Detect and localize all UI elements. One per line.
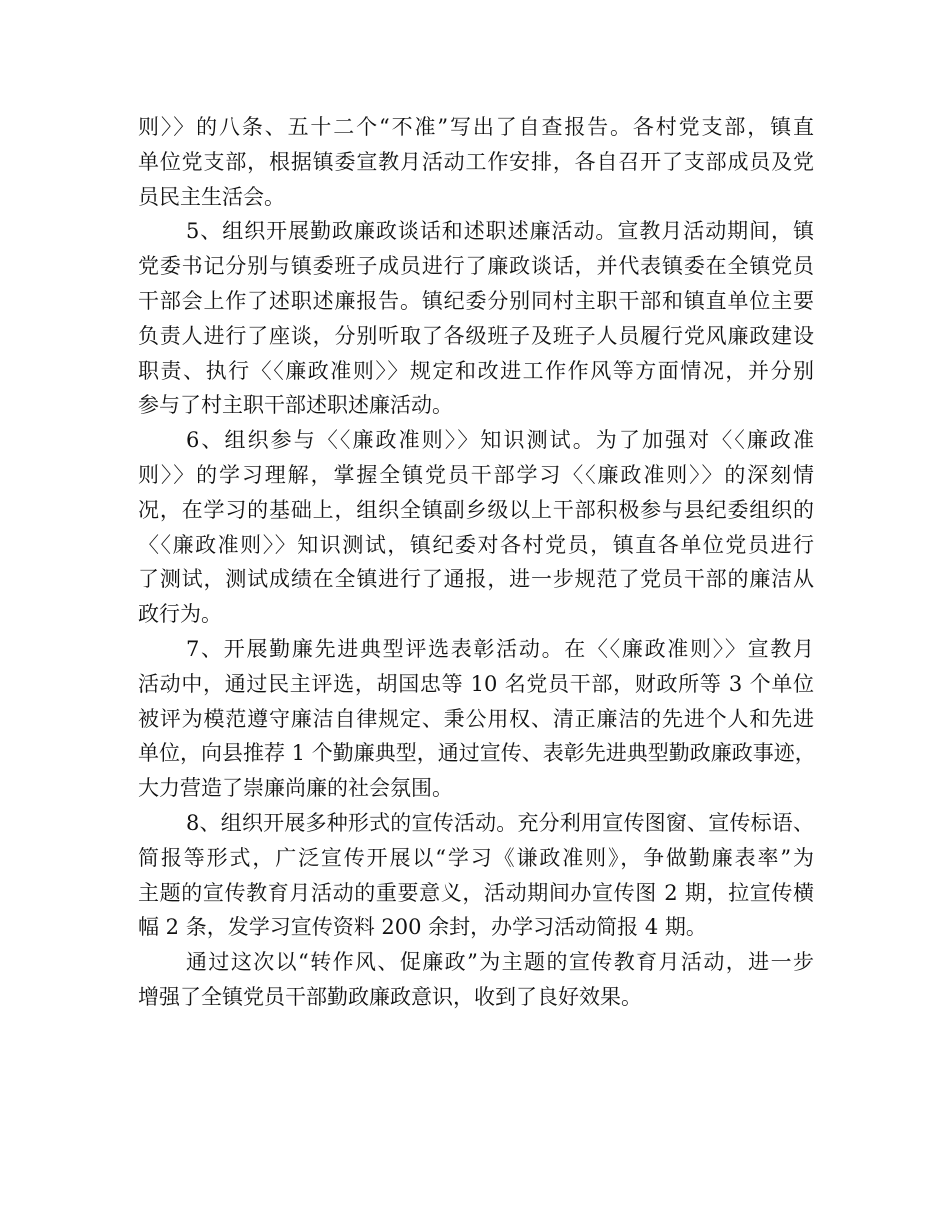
text-line: 况，在学习的基础上，组织全镇副乡级以上干部积极参与县纪委组织的 bbox=[138, 497, 814, 522]
text-line: 7、开展勤廉先进典型评选表彰活动。在〈〈廉政准则〉〉宣教月 bbox=[186, 636, 814, 661]
text-line: 大力营造了崇廉尚廉的社会氛围。 bbox=[138, 776, 453, 801]
text-line: 增强了全镇党员干部勤政廉政意识，收到了良好效果。 bbox=[138, 984, 642, 1009]
text-line: 则〉〉的八条、五十二个“不准”写出了自查报告。各村党支部，镇直 bbox=[138, 115, 814, 139]
text-line: 通过这次以“转作风、促廉政”为主题的宣传教育月活动，进一步 bbox=[186, 950, 814, 975]
text-line: 单位党支部，根据镇委宣教月活动工作安排，各自召开了支部成员及党 bbox=[138, 149, 814, 174]
text-line: 6、组织参与〈〈廉政准则〉〉知识测试。为了加强对〈〈廉政准 bbox=[186, 428, 814, 453]
text-line: 了测试，测试成绩在全镇进行了通报，进一步规范了党员干部的廉洁从 bbox=[138, 567, 814, 592]
text-line: 负责人进行了座谈，分别听取了各级班子及班子人员履行党风廉政建设 bbox=[138, 323, 814, 348]
text-line: 政行为。 bbox=[138, 602, 222, 627]
text-line: 单位，向县推荐 1 个勤廉典型，通过宣传、表彰先进典型勤政廉政事迹， bbox=[138, 741, 816, 766]
text-line: 主题的宣传教育月活动的重要意义，活动期间办宣传图 2 期，拉宣传横 bbox=[138, 880, 814, 905]
text-line: 简报等形式，广泛宣传开展以“学习《谦政准则》，争做勤廉表率”为 bbox=[138, 845, 814, 870]
text-line: 幅 2 条，发学习宣传资料 200 余封，办学习活动简报 4 期。 bbox=[138, 915, 707, 940]
text-line: 被评为模范遵守廉洁自律规定、秉公用权、清正廉洁的先进个人和先进 bbox=[138, 706, 814, 731]
text-line: 干部会上作了述职述廉报告。镇纪委分别同村主职干部和镇直单位主要 bbox=[138, 288, 814, 313]
text-line: 8、组织开展多种形式的宣传活动。充分利用宣传图窗、宣传标语、 bbox=[186, 810, 814, 835]
paragraph-item-8 bbox=[138, 806, 814, 945]
paragraph-item-6 bbox=[138, 423, 814, 632]
text-line: 职责、执行〈〈廉政准则〉〉规定和改进工作作风等方面情况，并分别 bbox=[138, 358, 814, 383]
paragraph-item-5 bbox=[138, 214, 814, 423]
text-line: 5、组织开展勤政廉政谈话和述职述廉活动。宣教月活动期间，镇 bbox=[186, 219, 814, 244]
text-line: 活动中，通过民主评选，胡国忠等 10 名党员干部，财政所等 3 个单位 bbox=[138, 671, 814, 696]
text-line: 则〉〉的学习理解，掌握全镇党员干部学习〈〈廉政准则〉〉的深刻情 bbox=[138, 462, 814, 487]
text-line: 〈〈廉政准则〉〉知识测试，镇纪委对各村党员，镇直各单位党员进行 bbox=[138, 532, 814, 557]
paragraph-continued bbox=[138, 110, 814, 214]
document-page bbox=[138, 110, 814, 1015]
text-line: 参与了村主职干部述职述廉活动。 bbox=[138, 393, 453, 418]
text-line: 员民主生活会。 bbox=[138, 184, 285, 209]
paragraph-item-7 bbox=[138, 632, 814, 806]
text-line: 党委书记分别与镇委班子成员进行了廉政谈话，并代表镇委在全镇党员 bbox=[138, 254, 814, 279]
paragraph-summary bbox=[138, 945, 814, 1015]
